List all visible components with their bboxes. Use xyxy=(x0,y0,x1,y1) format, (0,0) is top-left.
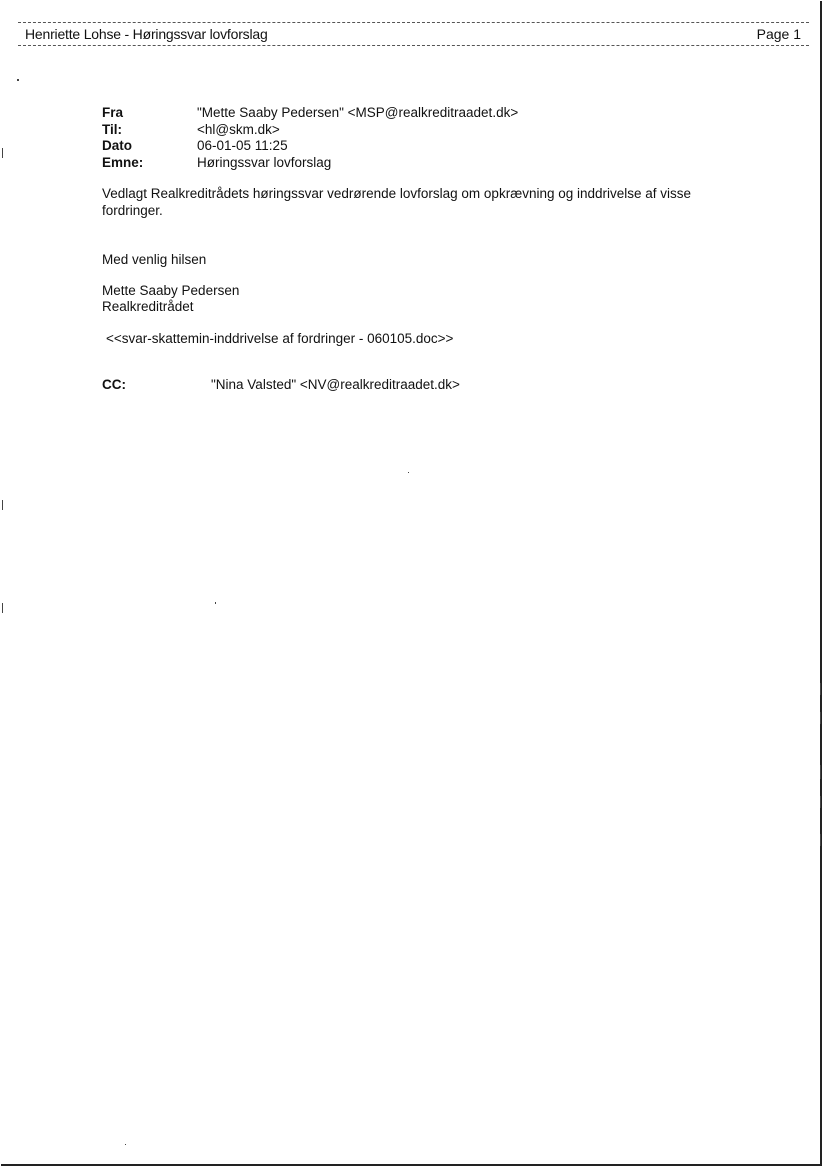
from-label: Fra xyxy=(102,105,124,120)
attachment-reference: <<svar-skattemin-inddrivelse af fordringer - 060105.doc>> xyxy=(106,331,454,346)
to-label: Til: xyxy=(102,121,122,137)
scan-speck xyxy=(820,796,821,808)
scan-speck xyxy=(2,603,3,613)
scan-speck xyxy=(820,765,821,779)
sender-name: Mette Saaby Pedersen xyxy=(102,283,240,298)
sender-org: Realkreditrådet xyxy=(102,299,194,314)
page-number: Page 1 xyxy=(756,26,801,42)
scan-speck xyxy=(2,500,3,510)
cc-value: "Nina Valsted" <NV@realkreditraadet.dk> xyxy=(211,377,460,392)
scan-speck xyxy=(408,472,409,473)
header-title: Henriette Lohse - Høringssvar lovforslag xyxy=(25,26,268,42)
scan-speck xyxy=(820,683,821,695)
scan-speck xyxy=(17,79,19,81)
email-meta xyxy=(102,105,518,171)
date-label: Dato xyxy=(102,138,132,153)
page-header xyxy=(18,22,809,46)
cc-row xyxy=(102,377,460,392)
to-value: <hl@skm.dk> xyxy=(197,121,280,137)
scan-speck xyxy=(2,148,3,158)
page-border xyxy=(1,1,822,1166)
body-paragraph: Vedlagt Realkreditrådets høringssvar vedrørende lovforslag om opkrævning og inddrivelse af visse fordringer. xyxy=(102,186,692,218)
from-row xyxy=(102,105,518,122)
date-row xyxy=(102,138,518,155)
cc-label: CC: xyxy=(102,377,126,392)
from-value: "Mette Saaby Pedersen" <MSP@realkreditraadet.dk> xyxy=(197,105,519,120)
scan-speck xyxy=(215,602,216,604)
to-row xyxy=(102,122,518,139)
greeting: Med venlig hilsen xyxy=(102,252,207,267)
date-value: 06-01-05 11:25 xyxy=(197,138,288,153)
subject-row xyxy=(102,155,518,172)
subject-label: Emne: xyxy=(102,154,144,170)
scan-speck xyxy=(820,834,821,846)
scan-speck xyxy=(820,712,821,724)
subject-value: Høringssvar lovforslag xyxy=(197,154,332,170)
scan-speck xyxy=(125,1144,126,1145)
